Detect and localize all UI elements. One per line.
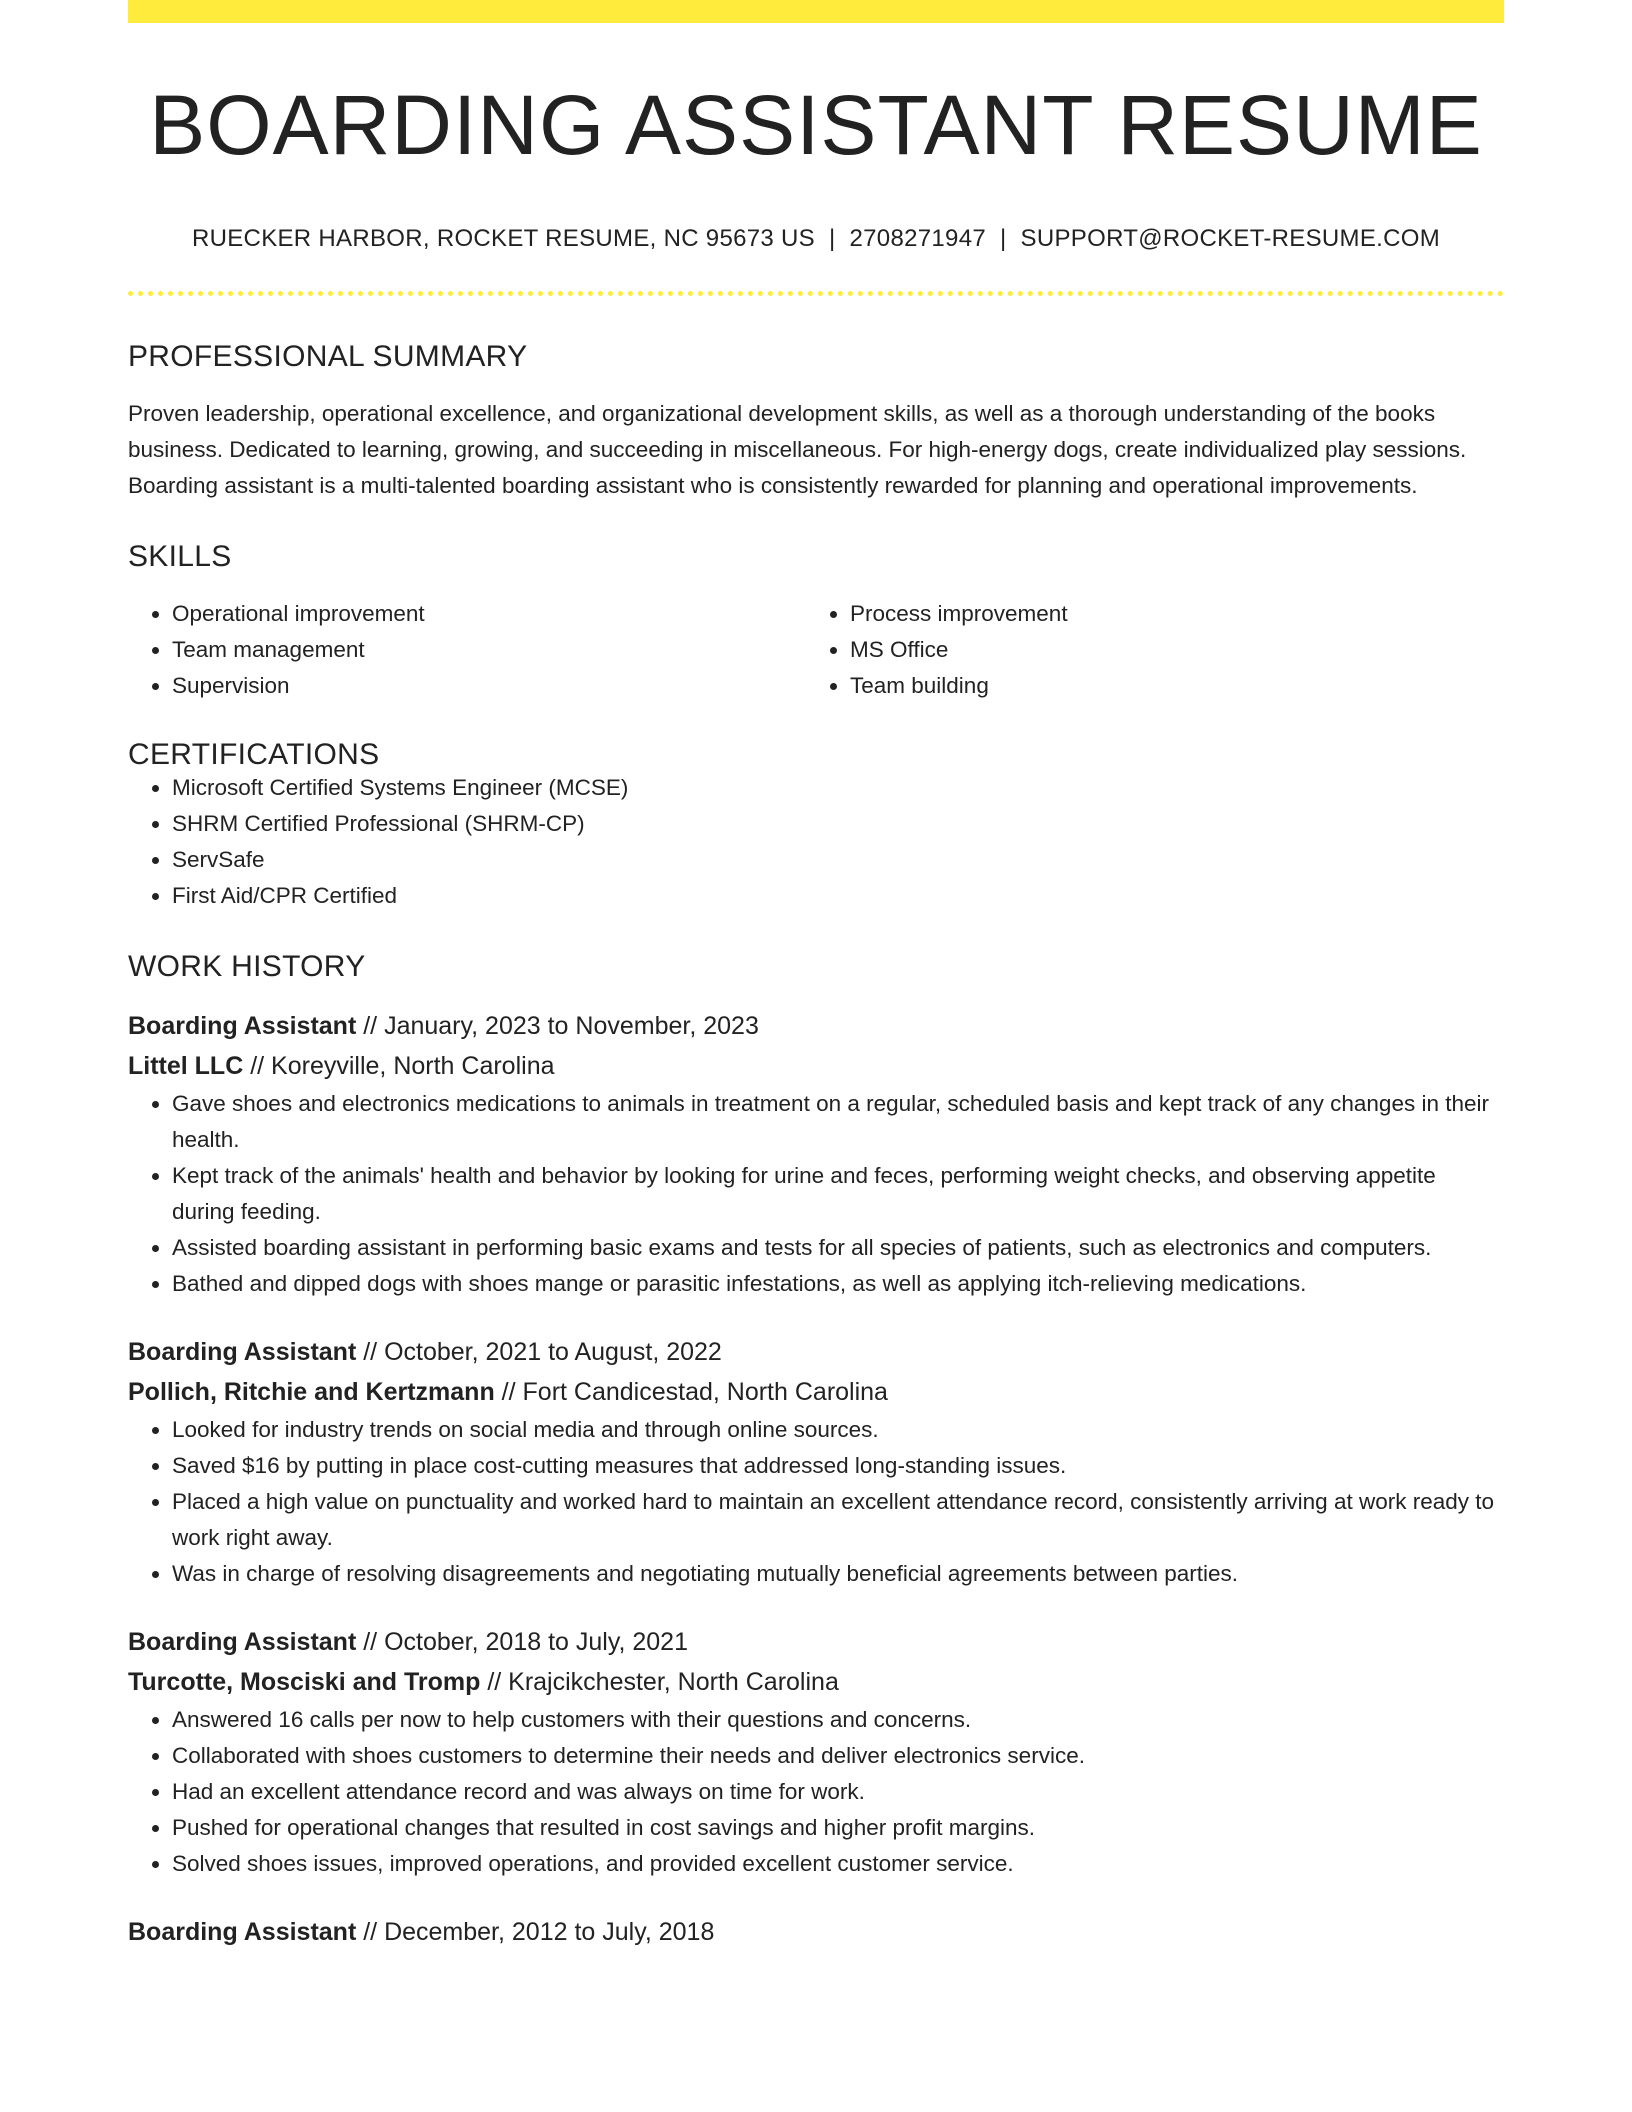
work-history-list (128, 1006, 1504, 1952)
dotted-divider (128, 291, 1504, 296)
contact-phone: 2708271947 (849, 225, 986, 252)
job-bullet: • Pushed for operational changes that resulted in cost savings and higher profit margins. (172, 1810, 1504, 1846)
contact-line (128, 227, 1504, 251)
certification-item: • SHRM Certified Professional (SHRM-CP) (172, 806, 1504, 842)
summary-heading: PROFESSIONAL SUMMARY (128, 340, 528, 373)
contact-address: RUECKER HARBOR, ROCKET RESUME, NC 95673 US (191, 225, 815, 252)
job-bullet: • Placed a high value on punctuality and worked hard to maintain an excellent attendance record, consistently arriving at work ready to work right away. (172, 1484, 1504, 1556)
skill-item: • Process improvement (850, 596, 1484, 632)
skills-grid (128, 596, 1504, 704)
job-bullet: • Gave shoes and electronics medications to animals in treatment on a regular, scheduled basis and kept track of any changes in their health. (172, 1086, 1504, 1158)
job-location: // Fort Candicestad, North Carolina (494, 1378, 888, 1406)
resume-page (128, 0, 1504, 1952)
job-role: Boarding Assistant (128, 1628, 357, 1656)
job-bullet: • Collaborated with shoes customers to determine their needs and deliver electronics service. (172, 1738, 1504, 1774)
job-role: Boarding Assistant (128, 1338, 357, 1366)
job-bullets (128, 1412, 1504, 1592)
job-bullet: • Answered 16 calls per now to help customers with their questions and concerns. (172, 1702, 1504, 1738)
job-role-line (128, 1006, 1504, 1046)
skill-item: • Team building (850, 668, 1484, 704)
skill-item: • Team management (172, 632, 806, 668)
job-location: // Koreyville, North Carolina (243, 1052, 555, 1080)
certification-item: • ServSafe (172, 842, 1504, 878)
job-company: Pollich, Ritchie and Kertzmann (128, 1378, 495, 1406)
job-bullets (128, 1702, 1504, 1882)
job-bullet: • Assisted boarding assistant in performing basic exams and tests for all species of patients, such as electronics and computers. (172, 1230, 1504, 1266)
skills-heading: SKILLS (128, 540, 232, 573)
skill-item: • Supervision (172, 668, 806, 704)
certifications-list (128, 770, 1504, 914)
accent-top-bar (128, 0, 1504, 23)
contact-email: SUPPORT@ROCKET-RESUME.COM (1020, 225, 1441, 252)
job-dates: // January, 2023 to November, 2023 (356, 1012, 759, 1040)
job-bullet: • Looked for industry trends on social media and through online sources. (172, 1412, 1504, 1448)
certification-item: • Microsoft Certified Systems Engineer (MCSE) (172, 770, 1504, 806)
certifications-heading: CERTIFICATIONS (128, 738, 380, 771)
job-dates: // October, 2018 to July, 2021 (356, 1628, 688, 1656)
job-entry (128, 1912, 1504, 1952)
job-company: Turcotte, Mosciski and Tromp (128, 1668, 481, 1696)
job-role-line (128, 1332, 1504, 1372)
job-role-line (128, 1912, 1504, 1952)
contact-separator: | (828, 225, 836, 252)
job-company: Littel LLC (128, 1052, 244, 1080)
skill-item: • MS Office (850, 632, 1484, 668)
job-role-line (128, 1622, 1504, 1662)
job-bullet: • Was in charge of resolving disagreements and negotiating mutually beneficial agreements between parties. (172, 1556, 1504, 1592)
job-company-line (128, 1372, 1504, 1412)
job-bullet: • Solved shoes issues, improved operations, and provided excellent customer service. (172, 1846, 1504, 1882)
certification-item: • First Aid/CPR Certified (172, 878, 1504, 914)
job-role: Boarding Assistant (128, 1012, 357, 1040)
job-bullet: • Had an excellent attendance record and was always on time for work. (172, 1774, 1504, 1810)
job-role: Boarding Assistant (128, 1918, 357, 1946)
work-history-heading: WORK HISTORY (128, 950, 366, 983)
job-entry (128, 1006, 1504, 1302)
job-company-line (128, 1662, 1504, 1702)
summary-text: Proven leadership, operational excellence, and organizational development skills, as well as a thorough understanding of the books business. Dedicated to learning, growing, and succeeding in miscellaneous. For high-energy dogs, create individualized play sessions. Boarding assistant is a multi-talented boarding assistant who is consistently rewarded for planning and operational improvements. (128, 401, 1467, 498)
skills-column-left (128, 596, 806, 704)
job-entry (128, 1332, 1504, 1592)
skill-item: • Operational improvement (172, 596, 806, 632)
job-company-line (128, 1046, 1504, 1086)
job-bullet: • Kept track of the animals' health and behavior by looking for urine and feces, performing weight checks, and observing appetite during feeding. (172, 1158, 1504, 1230)
job-dates: // October, 2021 to August, 2022 (356, 1338, 722, 1366)
job-bullets (128, 1086, 1504, 1302)
job-entry (128, 1622, 1504, 1882)
job-bullet: • Saved $16 by putting in place cost-cutting measures that addressed long-standing issues. (172, 1448, 1504, 1484)
contact-separator: | (1000, 225, 1007, 252)
job-dates: // December, 2012 to July, 2018 (356, 1918, 715, 1946)
job-bullet: • Bathed and dipped dogs with shoes mange or parasitic infestations, as well as applying itch-relieving medications. (172, 1266, 1504, 1302)
resume-title: BOARDING ASSISTANT RESUME (149, 78, 1483, 172)
skills-column-right (806, 596, 1484, 704)
job-location: // Krajcikchester, North Carolina (480, 1668, 839, 1696)
